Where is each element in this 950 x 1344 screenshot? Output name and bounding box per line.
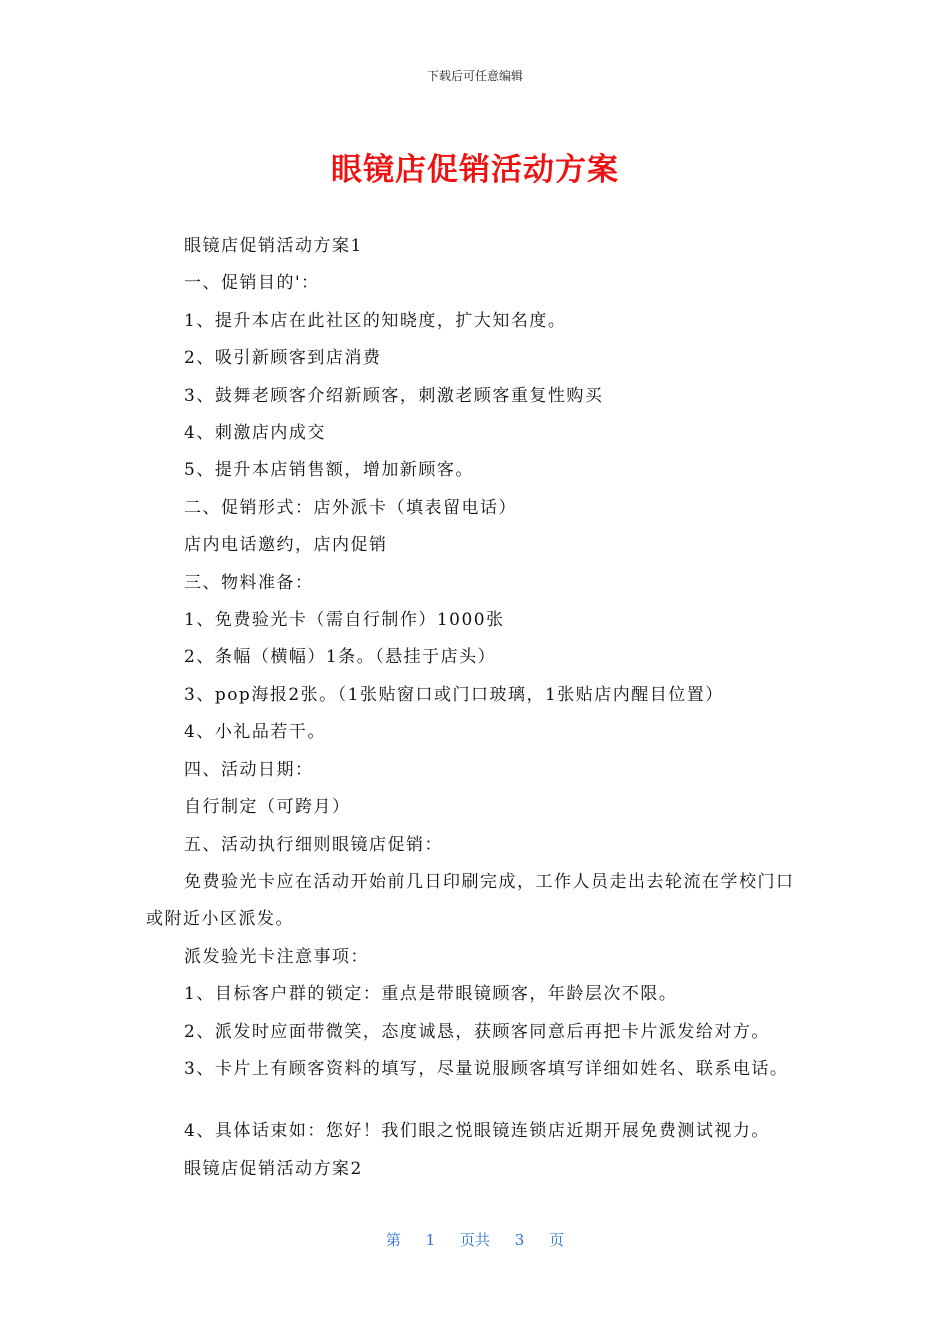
page-header: 下载后可任意编辑 [426,69,523,83]
paragraph: 眼镜店促销活动方案1 [184,236,363,256]
paragraph: 3、pop海报2张。（1张贴窗口或门口玻璃，1张贴店内醒目位置） [184,684,724,705]
paragraph: 四、活动日期： [184,759,314,780]
paragraph: 三、物料准备： [184,572,314,593]
paragraph: 5、提升本店销售额，增加新顾客。 [184,460,474,481]
footer-prefix: 第 [385,1231,401,1249]
paragraph: 一、促销目的'： [184,273,320,294]
paragraph: 2、吸引新顾客到店消费 [184,348,382,369]
paragraph: 二、促销形式：店外派卡（填表留电话） [184,497,517,518]
paragraph: 店内电话邀约，店内促销 [184,535,388,556]
document-title: 眼镜店促销活动方案 [331,152,619,188]
paragraph: 派发验光卡注意事项： [184,946,369,967]
paragraph: 3、卡片上有顾客资料的填写，尽量说服顾客填写详细如姓名、联系电话。 [184,1058,789,1079]
paragraph: 免费验光卡应在活动开始前几日印刷完成，工作人员走出去轮流在学校门口或附近小区派发。 [146,871,795,930]
paragraph: 眼镜店促销活动方案2 [184,1158,363,1179]
paragraph: 2、条幅（横幅）1条。（悬挂于店头） [184,647,497,668]
paragraph: 3、鼓舞老顾客介绍新顾客，刺激老顾客重复性购买 [184,385,604,406]
paragraph: 4、刺激店内成交 [184,423,326,444]
footer-middle: 页共 [459,1231,490,1249]
paragraph: 1、目标客户群的锁定：重点是带眼镜顾客，年龄层次不限。 [184,984,678,1005]
paragraph: 自行制定（可跨月） [184,797,351,818]
paragraph: 1、提升本店在此社区的知晓度，扩大知名度。 [184,310,567,331]
paragraph: 4、具体话束如：您好！我们眼之悦眼镜连锁店近期开展免费测试视力。 [184,1121,770,1142]
footer-total-pages: 3 [514,1231,525,1249]
footer-page-number: 1 [425,1231,436,1249]
document-body [146,228,810,1188]
paragraph: 2、派发时应面带微笑，态度诚恳，获顾客同意后再把卡片派发给对方。 [184,1021,770,1042]
footer-suffix: 页 [549,1231,565,1249]
paragraph: 4、小礼品若干。 [184,722,326,743]
paragraph-gap [146,1088,810,1113]
page-footer [0,1229,950,1250]
paragraph: 五、活动执行细则眼镜店促销： [184,834,443,855]
paragraph: 1、免费验光卡（需自行制作）1000张 [184,610,505,631]
